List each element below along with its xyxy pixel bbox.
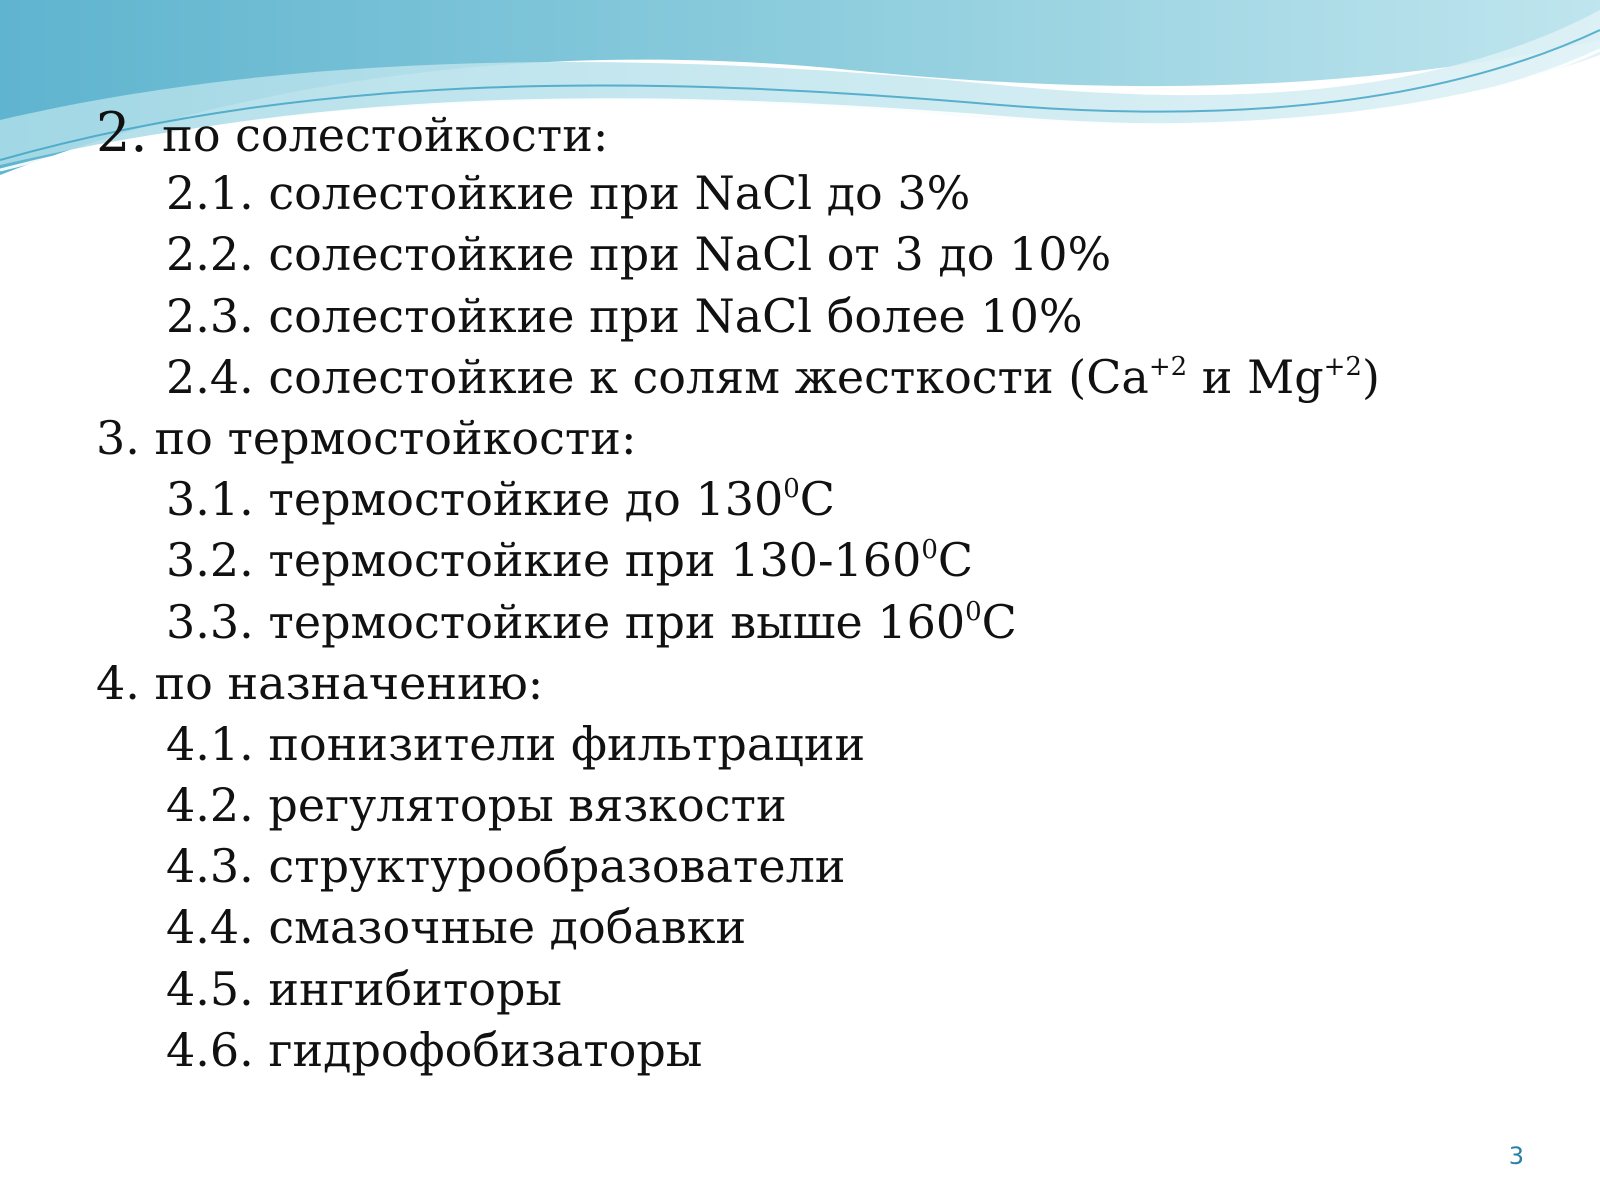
text: С xyxy=(981,594,1017,649)
list-item: 4.4. смазочные добавки xyxy=(166,900,747,955)
list-item: 4.2. регуляторы вязкости xyxy=(166,778,787,833)
list-item xyxy=(96,347,1556,408)
text: ) xyxy=(1361,349,1380,404)
text: 2.4. солестойкие к солям жесткости (Ca xyxy=(166,349,1149,404)
list-item-heading-2 xyxy=(96,102,1556,163)
content-list xyxy=(96,102,1556,1081)
list-item xyxy=(96,469,1556,530)
superscript: +2 xyxy=(1323,351,1362,382)
heading-text: по солестойкости: xyxy=(162,108,609,162)
list-item: 2.3. солестойкие при NaCl более 10% xyxy=(166,288,1083,343)
list-item: 4.5. ингибиторы xyxy=(166,961,563,1016)
text: С xyxy=(799,472,835,527)
list-item-heading-4: 4. по назначению: xyxy=(96,655,544,710)
superscript: 0 xyxy=(783,474,800,505)
list-item: 4.3. структурообразователи xyxy=(166,839,846,894)
text: 3.1. термостойкие до 130 xyxy=(166,472,784,527)
list-item xyxy=(96,530,1556,591)
list-item: 2.2. солестойкие при NaCl от 3 до 10% xyxy=(166,227,1112,282)
page-number: 3 xyxy=(1508,1142,1524,1170)
list-item xyxy=(96,592,1556,653)
superscript: 0 xyxy=(965,596,982,627)
superscript: +2 xyxy=(1148,351,1188,382)
superscript: 0 xyxy=(921,535,938,566)
text: 3.2. термостойкие при 130-160 xyxy=(166,533,922,588)
list-item: 4.1. понизители фильтрации xyxy=(166,716,866,771)
list-item: 4.6. гидрофобизаторы xyxy=(166,1022,703,1077)
text: 3.3. термостойкие при выше 160 xyxy=(166,594,966,649)
text: С xyxy=(937,533,974,588)
list-item: 2.1. солестойкие при NaCl до 3% xyxy=(166,166,971,221)
text: и Mg xyxy=(1187,349,1324,404)
list-item-heading-3: 3. по термостойкости: xyxy=(96,410,637,465)
heading-number: 2. xyxy=(96,101,148,164)
